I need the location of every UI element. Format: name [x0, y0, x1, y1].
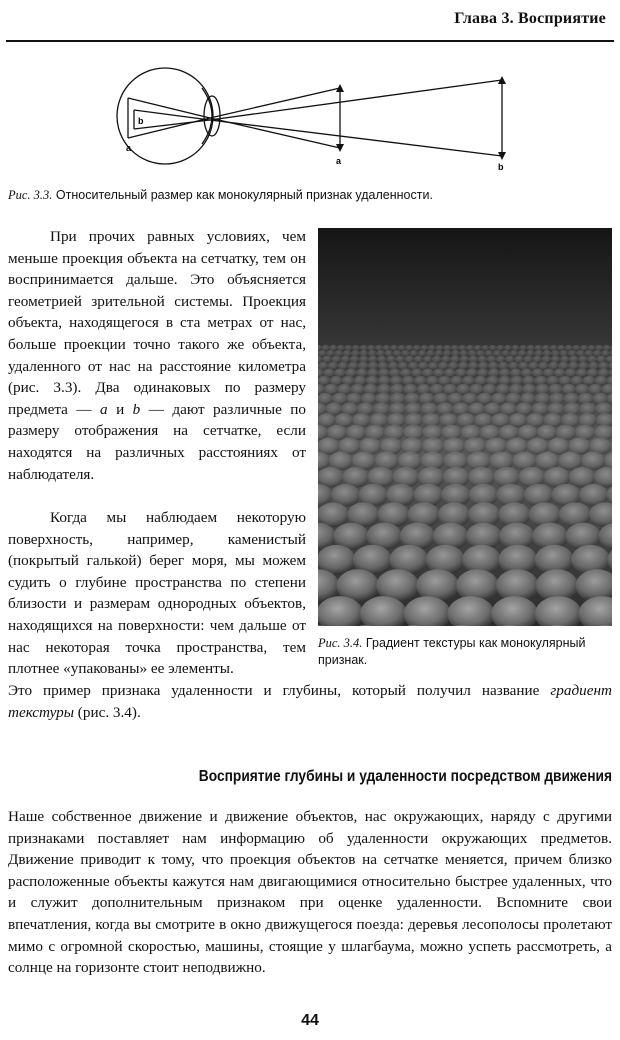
label-a-object: a — [336, 156, 342, 166]
figure-3-3-caption-text: Относительный размер как монокулярный признак удаленности. — [55, 188, 433, 202]
paragraph-1-var-b: b — [132, 400, 141, 418]
eyeball — [117, 68, 213, 164]
page-number: 44 — [301, 1012, 319, 1029]
paragraph-2-continuation — [8, 680, 612, 723]
figure-3-3-caption-number: Рис. 3.3. — [8, 188, 53, 202]
paragraph-1-text: При прочих равных условиях, чем меньше проекция объекта на сетчатку, тем он воспринимается дальше. Это объясняется геометрией зрительной системы. Проекция объекта, находящегося в ста метрах от нас, больше проекции точно такого же объекта, удаленного от нас на расстояние километра (рис. 3.3). Два одинаковых по размеру предмета — — [8, 228, 306, 418]
paragraph-2-term: градиент текстуры — [8, 682, 612, 721]
figure-3-4-caption — [318, 635, 612, 669]
paragraph-1 — [8, 226, 306, 485]
paragraph-1-end: — дают различные по размеру отображения на сетчатке, если находятся на различных расстояниях от наблюдателя. — [8, 400, 306, 483]
ray-b-top — [210, 80, 502, 120]
paragraph-3: Наше собственное движение и движение объектов, нас окружающих, наряду с другими признаками поставляет нам информацию об удаленности окружающих предметов. Движение приводит к тому, что проекция объектов на сетчатке меняется, причем близко расположенные объекты кажутся нам двигающимися относительно быстрее удаленных, что и служит дополнительным признаком при оценке удаленности. Вспомните свои впечатления, когда вы смотрите в окно движущегося поезда: деревья лесополосы пролетают мимо с огромной скоростью, машины, стоящие у шлагбаума, можно успеть рассмотреть, а солнце на горизонте стоит неподвижно. — [8, 808, 612, 977]
figure-3-4-texture-photo — [318, 228, 612, 626]
paragraph-1-and: и — [107, 400, 133, 418]
label-b-retina: b — [138, 116, 144, 126]
label-b-object: b — [498, 162, 504, 172]
paragraph-2: Когда мы наблюдаем некоторую поверхность, например, каменистый (покрытый галькой) берег моря, мы можем судить о глубине пространства по степени близости и размерам однородных объектов, находящихся на поверхности: чем дальше от нас некоторая точка пространства, тем плотнее «упакованы» ее элементы. — [8, 509, 306, 678]
ray-b-bottom — [210, 120, 502, 156]
pebble — [402, 376, 415, 386]
pebble — [562, 384, 576, 395]
section-title: Восприятие глубины и удаленности посредством движения — [198, 768, 612, 785]
figure-3-4-caption-number: Рис. 3.4. — [318, 636, 363, 650]
paragraph-2-cont-text: Это пример признака удаленности и глубины, который получил название — [8, 682, 551, 699]
paragraph-1-var-a: a — [100, 400, 108, 418]
ray-a-top — [210, 88, 340, 118]
figure-3-4-caption-text: Градиент текстуры как монокулярный признак. — [318, 636, 586, 667]
running-head: Глава 3. Восприятие — [454, 10, 606, 27]
label-a-retina: a — [126, 143, 132, 153]
header-rule — [6, 40, 614, 42]
figure-3-3-caption — [8, 188, 612, 203]
figure-3-3-eye-diagram — [110, 58, 530, 178]
paragraph-2-cont-end: (рис. 3.4). — [74, 703, 141, 721]
